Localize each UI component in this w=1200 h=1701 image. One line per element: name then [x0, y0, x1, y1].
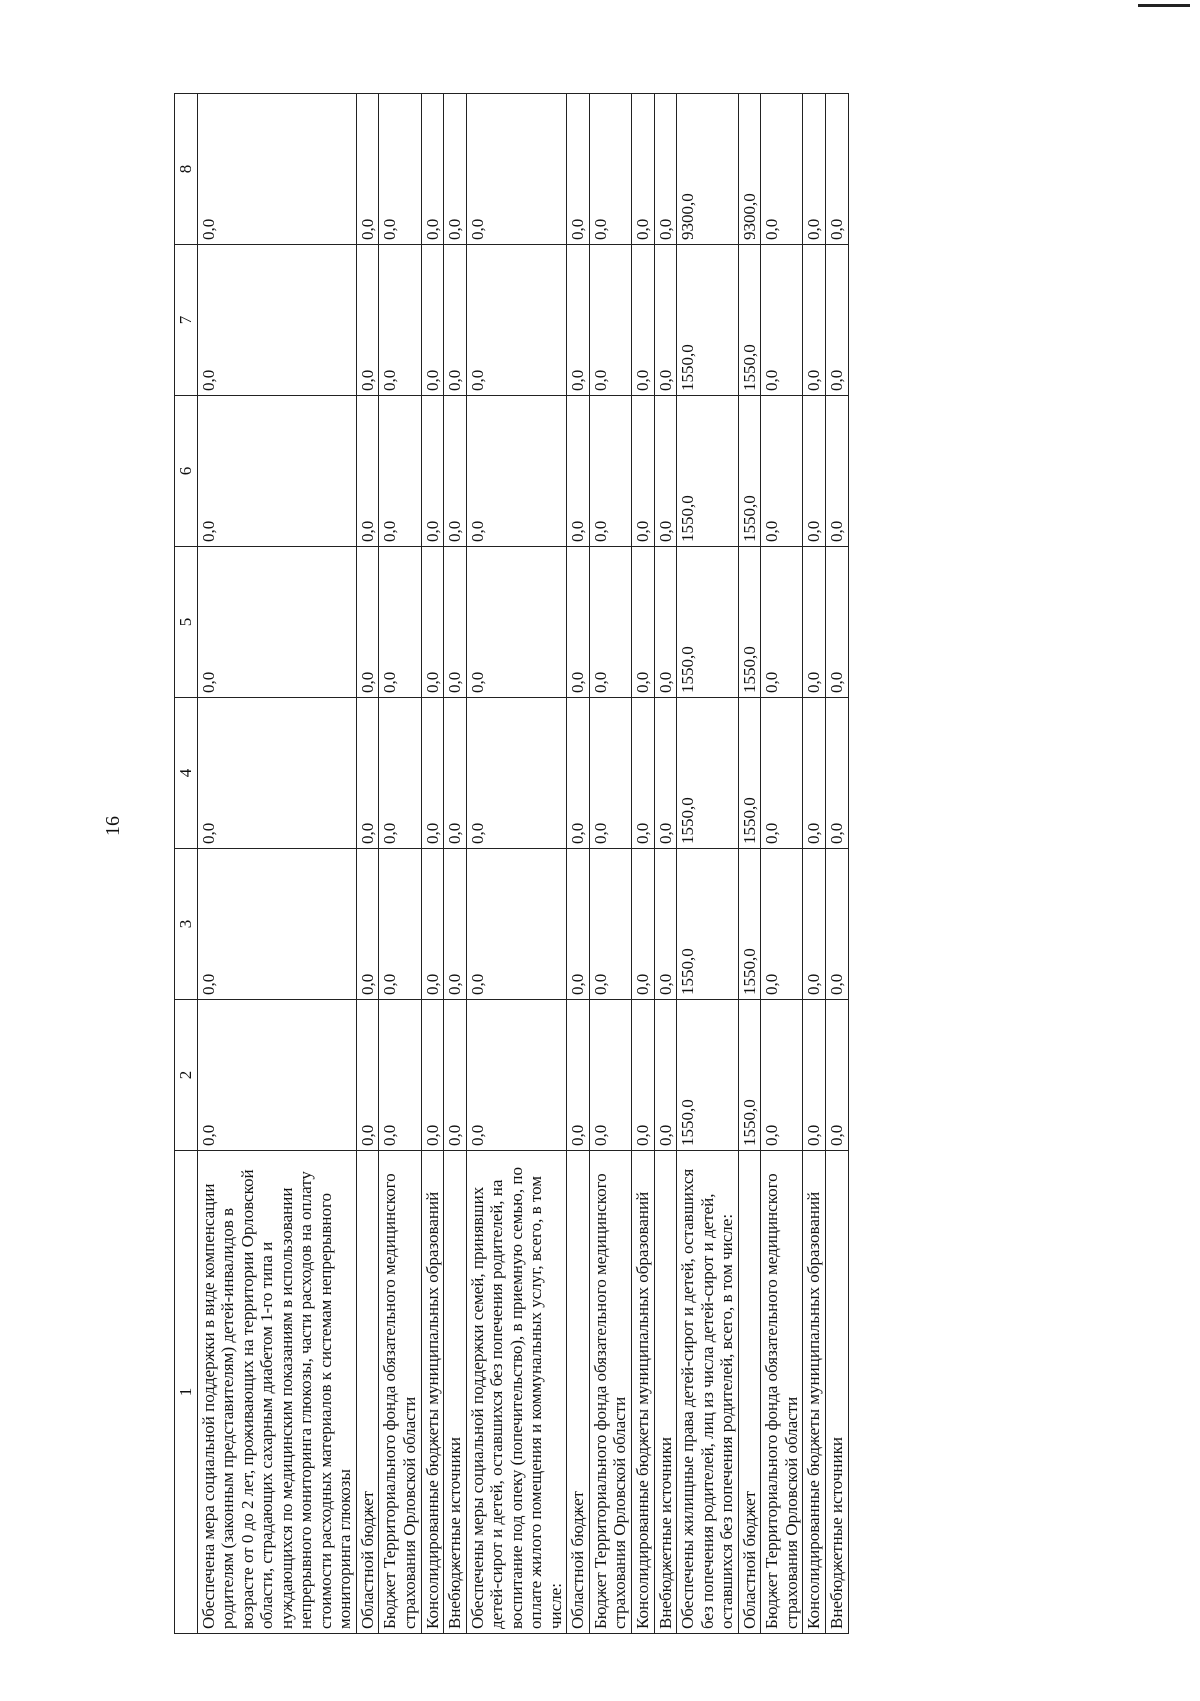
value-cell: 0,0	[421, 547, 444, 698]
value-cell: 0,0	[567, 698, 590, 849]
budget-table	[174, 93, 849, 1634]
column-header: 8	[175, 94, 198, 245]
value-cell: 0,0	[589, 396, 631, 547]
table-row	[803, 94, 826, 1634]
table-row	[197, 94, 356, 1634]
row-label: Бюджет Территориального фонда обязательного медицинского страхования Орловской области	[379, 1151, 421, 1634]
value-cell: 0,0	[589, 547, 631, 698]
value-cell: 0,0	[466, 1000, 567, 1151]
column-header: 5	[175, 547, 198, 698]
value-cell: 1550,0	[738, 698, 761, 849]
value-cell: 0,0	[825, 396, 848, 547]
row-label: Консолидированные бюджеты муниципальных образований	[803, 1151, 826, 1634]
header-row	[175, 94, 198, 1634]
value-cell: 0,0	[567, 849, 590, 1000]
row-label: Внебюджетные источники	[444, 1151, 467, 1634]
row-label: Бюджет Территориального фонда обязательного медицинского страхования Орловской области	[761, 1151, 803, 1634]
value-cell: 0,0	[197, 849, 356, 1000]
value-cell: 0,0	[421, 94, 444, 245]
value-cell: 0,0	[825, 1000, 848, 1151]
value-cell: 0,0	[654, 94, 677, 245]
value-cell: 0,0	[761, 396, 803, 547]
table-row	[825, 94, 848, 1634]
value-cell: 0,0	[589, 698, 631, 849]
value-cell: 0,0	[803, 547, 826, 698]
value-cell: 0,0	[632, 1000, 655, 1151]
value-cell: 0,0	[421, 849, 444, 1000]
value-cell: 0,0	[197, 547, 356, 698]
value-cell: 0,0	[761, 94, 803, 245]
column-header: 7	[175, 245, 198, 396]
value-cell: 0,0	[632, 245, 655, 396]
value-cell: 0,0	[825, 94, 848, 245]
row-label: Обеспечены жилищные права детей-сирот и детей, оставшихся без попечения родителей, лиц из числа детей-сирот и детей, оставшихся без попечения родителей, всего, в том числе:	[677, 1151, 739, 1634]
page-number: 16	[102, 816, 124, 836]
value-cell: 0,0	[825, 849, 848, 1000]
value-cell: 0,0	[825, 698, 848, 849]
value-cell: 9300,0	[738, 94, 761, 245]
row-label: Бюджет Территориального фонда обязательного медицинского страхования Орловской области	[589, 1151, 631, 1634]
value-cell: 0,0	[761, 547, 803, 698]
value-cell: 0,0	[654, 245, 677, 396]
table-row	[632, 94, 655, 1634]
value-cell: 0,0	[379, 698, 421, 849]
value-cell: 0,0	[589, 245, 631, 396]
table-row	[761, 94, 803, 1634]
value-cell: 0,0	[444, 698, 467, 849]
value-cell: 0,0	[466, 396, 567, 547]
value-cell: 0,0	[444, 849, 467, 1000]
value-cell: 0,0	[803, 396, 826, 547]
value-cell: 0,0	[466, 698, 567, 849]
value-cell: 0,0	[379, 1000, 421, 1151]
value-cell: 0,0	[589, 849, 631, 1000]
value-cell: 0,0	[632, 698, 655, 849]
row-label: Обеспечена мера социальной поддержки в виде компенсации родителям (законным представителям) детей-инвалидов в возрасте от 0 до 2 лет, проживающих на территории Орловской области, страдающих сахарным диабетом 1-го типа и нуждающихся по медицинским показаниям в использовании непрерывного мониторинга глюкозы, части расходов на оплату стоимости расходных материалов к системам непрерывного мониторинга глюкозы	[197, 1151, 356, 1634]
column-header: 1	[175, 1151, 198, 1634]
column-header: 2	[175, 1000, 198, 1151]
value-cell: 9300,0	[677, 94, 739, 245]
row-label: Внебюджетные источники	[825, 1151, 848, 1634]
value-cell: 0,0	[654, 1000, 677, 1151]
value-cell: 0,0	[444, 245, 467, 396]
value-cell: 0,0	[803, 698, 826, 849]
column-header: 3	[175, 849, 198, 1000]
value-cell: 0,0	[466, 245, 567, 396]
row-label: Консолидированные бюджеты муниципальных образований	[632, 1151, 655, 1634]
row-label: Областной бюджет	[356, 1151, 379, 1634]
table-row	[654, 94, 677, 1634]
value-cell: 0,0	[379, 849, 421, 1000]
scan-edge-mark	[1138, 4, 1190, 7]
value-cell: 0,0	[197, 698, 356, 849]
value-cell: 0,0	[444, 396, 467, 547]
value-cell: 0,0	[567, 1000, 590, 1151]
column-header: 6	[175, 396, 198, 547]
value-cell: 0,0	[761, 245, 803, 396]
value-cell: 0,0	[654, 547, 677, 698]
value-cell: 0,0	[466, 849, 567, 1000]
row-label: Областной бюджет	[567, 1151, 590, 1634]
table-row	[677, 94, 739, 1634]
value-cell: 0,0	[356, 849, 379, 1000]
value-cell: 0,0	[356, 547, 379, 698]
value-cell: 0,0	[197, 1000, 356, 1151]
value-cell: 1550,0	[677, 547, 739, 698]
value-cell: 0,0	[356, 94, 379, 245]
value-cell: 0,0	[466, 94, 567, 245]
table-row	[589, 94, 631, 1634]
value-cell: 0,0	[444, 547, 467, 698]
value-cell: 0,0	[632, 94, 655, 245]
row-label: Областной бюджет	[738, 1151, 761, 1634]
value-cell: 0,0	[632, 547, 655, 698]
value-cell: 0,0	[654, 698, 677, 849]
value-cell: 1550,0	[738, 245, 761, 396]
value-cell: 0,0	[379, 547, 421, 698]
value-cell: 0,0	[379, 94, 421, 245]
value-cell: 0,0	[197, 94, 356, 245]
value-cell: 0,0	[356, 1000, 379, 1151]
value-cell: 0,0	[379, 245, 421, 396]
table-row	[421, 94, 444, 1634]
value-cell: 0,0	[356, 396, 379, 547]
value-cell: 0,0	[421, 245, 444, 396]
value-cell: 1550,0	[738, 1000, 761, 1151]
value-cell: 0,0	[421, 698, 444, 849]
value-cell: 0,0	[632, 396, 655, 547]
value-cell: 0,0	[444, 94, 467, 245]
value-cell: 0,0	[632, 849, 655, 1000]
value-cell: 0,0	[421, 396, 444, 547]
row-label: Обеспечены меры социальной поддержки семей, принявших детей-сирот и детей, оставшихся без попечения родителей, на воспитание под опеку (попечительство), в приемную семью, по оплате жилого помещения и коммунальных услуг, всего, в том числе:	[466, 1151, 567, 1634]
value-cell: 1550,0	[738, 396, 761, 547]
value-cell: 1550,0	[677, 396, 739, 547]
value-cell: 1550,0	[677, 245, 739, 396]
value-cell: 1550,0	[738, 547, 761, 698]
row-label: Консолидированные бюджеты муниципальных образований	[421, 1151, 444, 1634]
table-row	[466, 94, 567, 1634]
value-cell: 0,0	[421, 1000, 444, 1151]
value-cell: 0,0	[825, 245, 848, 396]
value-cell: 0,0	[761, 1000, 803, 1151]
table-row	[379, 94, 421, 1634]
table-row	[738, 94, 761, 1634]
value-cell: 0,0	[803, 849, 826, 1000]
value-cell: 0,0	[803, 245, 826, 396]
value-cell: 0,0	[803, 94, 826, 245]
value-cell: 0,0	[567, 396, 590, 547]
value-cell: 0,0	[589, 1000, 631, 1151]
row-label: Внебюджетные источники	[654, 1151, 677, 1634]
value-cell: 0,0	[567, 94, 590, 245]
value-cell: 0,0	[466, 547, 567, 698]
table-body	[197, 94, 848, 1634]
value-cell: 0,0	[589, 94, 631, 245]
value-cell: 0,0	[197, 396, 356, 547]
value-cell: 0,0	[444, 1000, 467, 1151]
table-row	[356, 94, 379, 1634]
value-cell: 0,0	[654, 849, 677, 1000]
value-cell: 0,0	[803, 1000, 826, 1151]
value-cell: 0,0	[356, 698, 379, 849]
value-cell: 0,0	[567, 547, 590, 698]
value-cell: 1550,0	[677, 849, 739, 1000]
value-cell: 1550,0	[677, 1000, 739, 1151]
value-cell: 0,0	[825, 547, 848, 698]
value-cell: 0,0	[197, 245, 356, 396]
value-cell: 0,0	[654, 396, 677, 547]
rotated-table-container	[174, 93, 1071, 1634]
value-cell: 1550,0	[677, 698, 739, 849]
value-cell: 0,0	[379, 396, 421, 547]
column-header: 4	[175, 698, 198, 849]
value-cell: 0,0	[567, 245, 590, 396]
value-cell: 0,0	[761, 849, 803, 1000]
value-cell: 0,0	[761, 698, 803, 849]
table-row	[444, 94, 467, 1634]
value-cell: 0,0	[356, 245, 379, 396]
value-cell: 1550,0	[738, 849, 761, 1000]
table-row	[567, 94, 590, 1634]
